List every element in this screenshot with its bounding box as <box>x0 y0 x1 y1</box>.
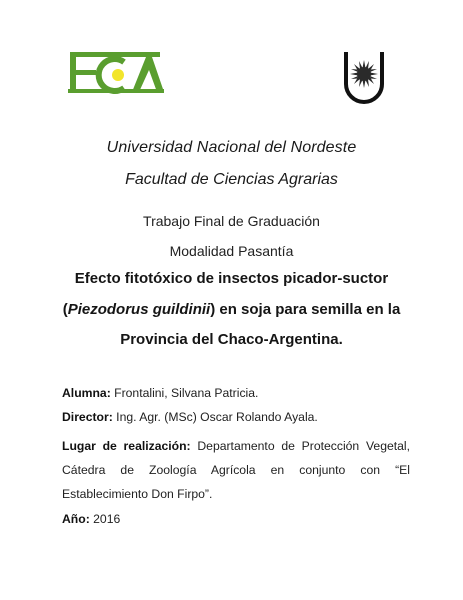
student-label: Alumna: <box>62 386 111 400</box>
species-name: Piezodorus guildinii <box>67 301 211 318</box>
title-line-2-rest: ) en soja para semilla en la <box>210 301 401 318</box>
student-value: Frontalini, Silvana Patricia. <box>110 386 259 400</box>
thesis-title-line-2 <box>0 301 463 318</box>
student-line <box>62 386 410 400</box>
year-value: 2016 <box>89 512 121 526</box>
work-modality: Modalidad Pasantía <box>169 243 294 259</box>
place-value: Departamento de Protección Vegetal, Cátedra de Zoología Agrícola en conjunto con “El Establecimiento Don Firpo”. <box>62 439 411 501</box>
title-paren-open: ( <box>62 301 68 318</box>
fca-logo <box>66 48 166 98</box>
year-label: Año: <box>62 512 90 526</box>
university-name: Universidad Nacional del Nordeste <box>106 139 357 156</box>
unne-logo <box>340 50 388 108</box>
director-line <box>62 410 410 424</box>
director-value: Ing. Agr. (MSc) Oscar Rolando Ayala. <box>112 410 318 424</box>
thesis-title-line-1: Efecto fitotóxico de insectos picador-suctor <box>74 270 389 287</box>
faculty-name: Facultad de Ciencias Agrarias <box>125 171 338 188</box>
thesis-title-line-3: Provincia del Chaco-Argentina. <box>120 331 343 348</box>
place-label: Lugar de realización: <box>62 439 191 453</box>
place-line <box>62 434 410 506</box>
year-line <box>62 512 410 526</box>
director-label: Director: <box>62 410 113 424</box>
work-type: Trabajo Final de Graduación <box>143 213 320 229</box>
